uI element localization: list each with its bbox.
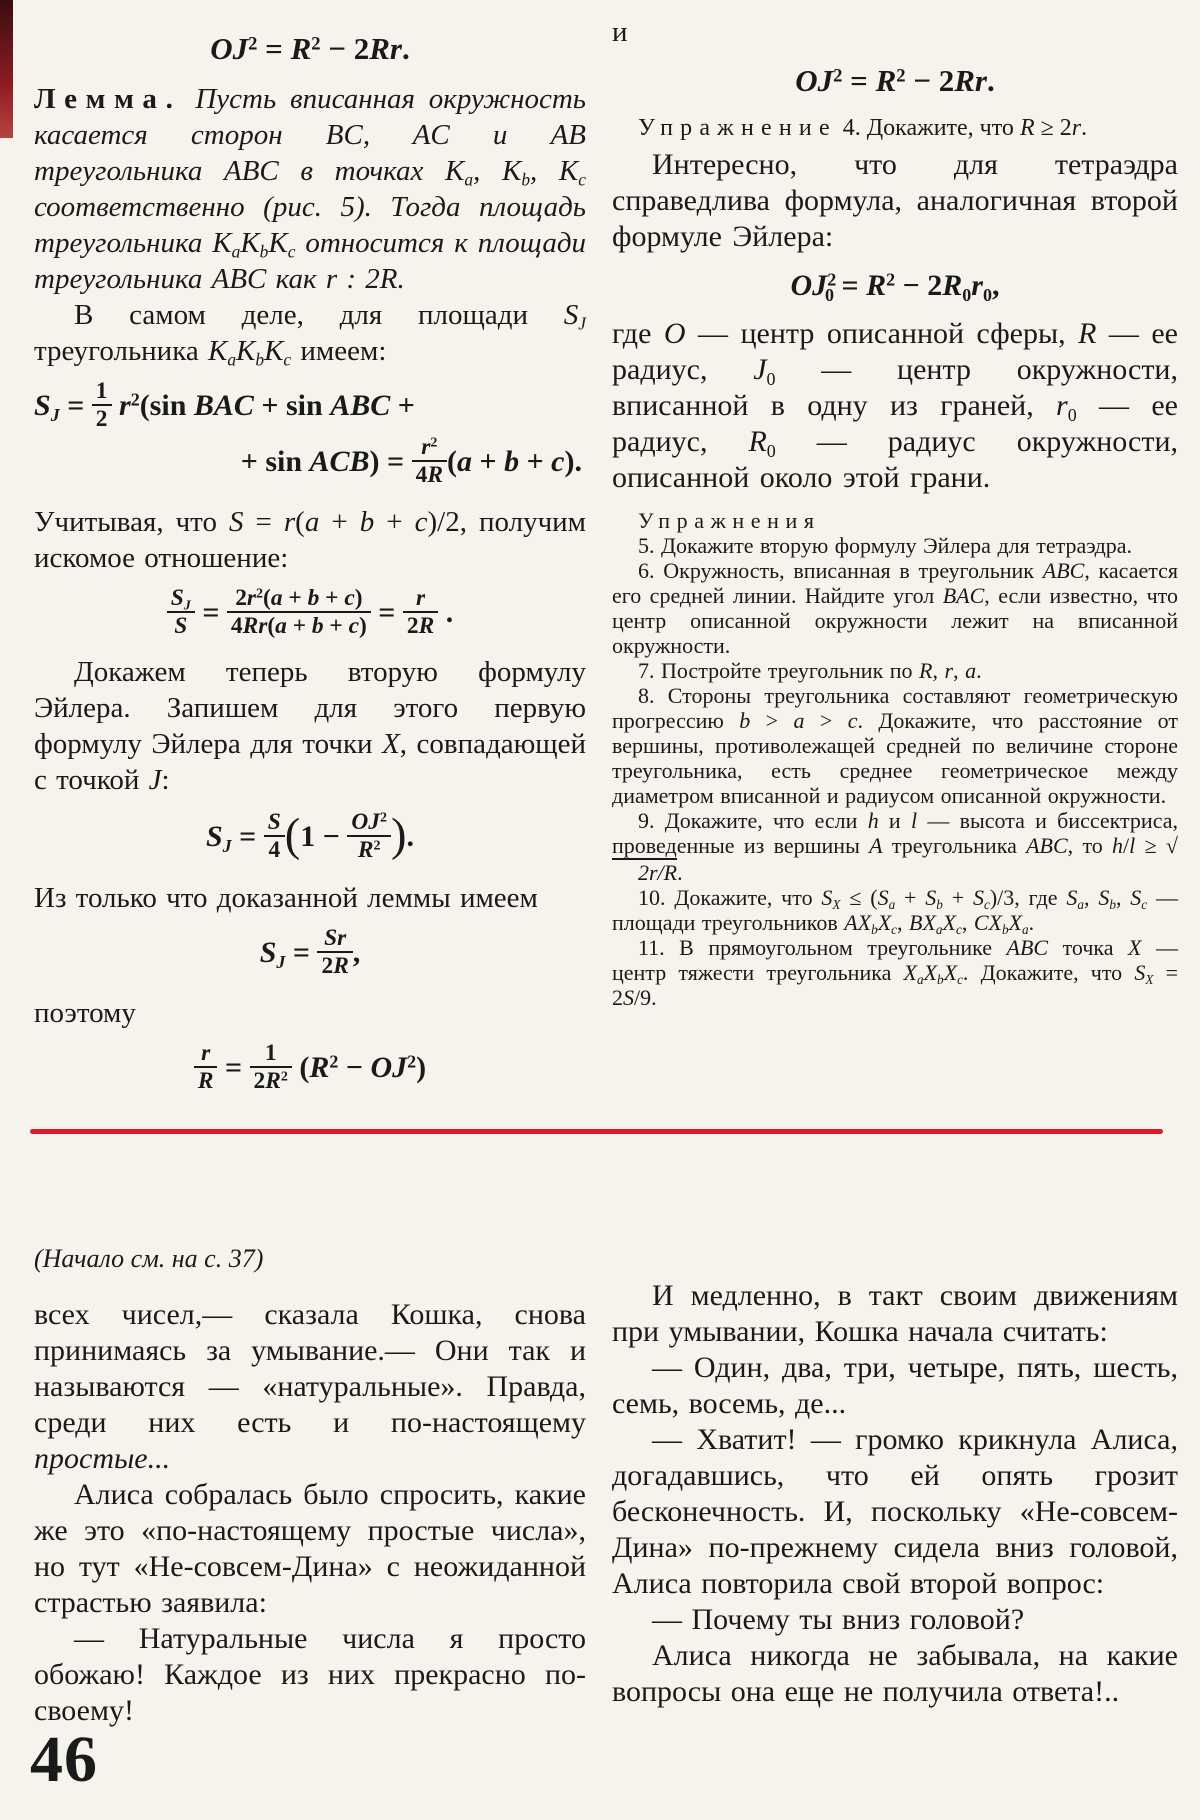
formula-rhs: (a + b + c).: [446, 445, 582, 479]
fraction: $\frac{1}{2}$: [92, 378, 112, 432]
conjunction-i: и: [612, 16, 628, 48]
fraction: $\frac{OJ^2}{R^2}$: [347, 809, 391, 863]
formula-euler-for-point-J: $S_J$ = $\frac{S}{4}$ (1 − $\frac{OJ^2}{R^2}$ ).: [205, 808, 415, 864]
close-paren: ): [391, 809, 407, 861]
lemma-paragraph: Лемма. Пусть вписанная окружность касается сторон BC, AC и AB треугольника ABC в точках $K_a$, $K_b$, $K_c$ соответственно (рис. 5). Тогда площадь треугольника $K_aK_bK_c$ относится к площади треугольника ABC как r : 2R.: [34, 82, 587, 295]
exercise-4: Упражнение 4. Докажите, что R ≥ 2r.: [638, 114, 1088, 141]
exercise-item-11: 11. В прямоугольном треугольнике ABC точка X — центр тяжести треугольника $X_aX_bX_c$. Докажите, что $S_X = 2S/9$.: [612, 935, 1178, 1011]
fraction: $\frac{r}{2R}$: [403, 585, 438, 639]
page-number: 46: [30, 1723, 98, 1796]
exercise-item-5: 5. Докажите вторую формулу Эйлера для тетраэдра.: [638, 533, 1133, 559]
fraction: $\frac{r}{R}$: [194, 1040, 218, 1094]
story-paragraph: — Почему ты вниз головой?: [652, 1603, 1025, 1636]
story-left-column: [34, 1297, 586, 1729]
exercise-item-8: 8. Стороны треугольника составляют геометрическую прогрессию b > a > c. Докажите, что расстояние от вершины, противолежащей средней по величине стороне треугольника, есть среднее геометрическое между диаметром вписанной и радиусом описанной окружности.: [612, 683, 1178, 809]
story-paragraph: — Натуральные числа я просто обожаю! Каждое из них прекрасно по-своему!: [34, 1622, 586, 1727]
paragraph-from-lemma: Из только что доказанной леммы имеем: [34, 882, 538, 915]
exercise-item-7: 7. Постройте треугольник по R, r, a.: [638, 658, 982, 684]
continuation-note: (Начало см. на с. 37): [34, 1244, 264, 1273]
paragraph-indeed: В самом деле, для площади $S_J$ треугольника $K_aK_bK_c$ имеем:: [34, 298, 586, 370]
story-paragraph: — Один, два, три, четыре, пять, шесть, семь, восемь, де...: [612, 1351, 1178, 1420]
article-left-column: [34, 18, 586, 1109]
paragraph-interesting: Интересно, что для тетраэдра справедлива формула, аналогичная второй формуле Эйлера:: [612, 147, 1178, 253]
formula-area-sum-line1: [34, 377, 586, 435]
story-paragraph: Алиса никогда не забывала, на какие вопросы она еще не получила ответа!..: [612, 1639, 1178, 1708]
exercises-header: Упражнения: [638, 508, 821, 534]
fraction: $\frac{r^2}{4R}$: [412, 434, 447, 488]
exercise-item-6: 6. Окружность, вписанная в треугольник ABC, касается его средней линии. Найдите угол BAC, если известно, что центр описанной окружности лежит на вписанной окружности.: [612, 558, 1179, 659]
open-paren: (: [284, 809, 301, 861]
story-paragraph: Алиса собралась было спросить, какие же это «по-настоящему простые числа», но тут «Не-совсем-Дина» с неожиданной страстью заявила:: [34, 1478, 586, 1619]
paragraph-therefore: поэтому: [34, 996, 136, 1029]
formula-tetrahedron-euler: $OJ^2_0 = R^2 - 2R_0r_0$,: [790, 268, 1000, 305]
formula-sj-result: $S_J$ = $\frac{Sr}{2R}$ ,: [259, 925, 361, 980]
story-right-column: [612, 1278, 1178, 1710]
story-paragraph: всех чисел,— сказала Кошка, снова принимаясь за умывание.— Они так и называются — «натуральные». Правда, среди них есть и по-настоящему простые...: [34, 1298, 586, 1475]
formula-ratio: $\frac{S_J}{S}$ = $\frac{2r^2(a + b + c)}{4Rr(a + b + c)}$ = $\frac{r}{2R}$ .: [34, 588, 586, 642]
formula-euler-first: $OJ^2 = R^2 - 2Rr$.: [210, 31, 410, 66]
exercise-item-10: 10. Докажите, что $S_X \le (S_a + S_b + S_c)/3$, где $S_a$, $S_b$, $S_c$ — площади треугольников $AX_bX_c$, $BX_aX_c$, $CX_bX_a$.: [612, 885, 1179, 938]
formula-r-over-R: $\frac{r}{R}$ = $\frac{1}{2R^2}$ $(R^2 - OJ^2)$: [34, 1043, 586, 1097]
exercise-item-9: 9. Докажите, что если h и l — высота и биссектриса, проведенные из вершины A треугольника ABC, то h/l ≥ √2r/R.: [612, 808, 1178, 886]
article-right-column: [612, 14, 1178, 1010]
fraction: $\frac{2r^2(a + b + c)}{4Rr(a + b + c)}$: [227, 585, 371, 639]
formula-rhs: $r^2(\sin$ BAC + sin ABC +: [119, 388, 415, 422]
paragraph-prove: Докажем теперь вторую формулу Эйлера. Запишем для этого первую формулу Эйлера для точки X, совпадающей с точкой J:: [34, 655, 586, 796]
paragraph-consider: Учитывая, что S = r(a + b + c)/2, получим искомое отношение:: [34, 505, 587, 574]
story-paragraph: И медленно, в такт своим движениям при умывании, Кошка начала считать:: [612, 1279, 1178, 1348]
story-paragraph: — Хватит! — громко крикнула Алиса, догадавшись, что ей опять грозит бесконечность. И, поскольку «Не-совсем-Дина» по-прежнему сидела вниз головой, Алиса повторила свой второй вопрос:: [612, 1423, 1178, 1600]
formula-area-sum-line2: [34, 434, 586, 491]
formula-euler-first-repeat: $OJ^2 = R^2 - 2Rr$.: [795, 63, 995, 98]
fraction: $\frac{1}{2R^2}$: [250, 1040, 292, 1094]
formula-lhs: $S_J$ =: [34, 388, 92, 425]
fraction: $\frac{S}{4}$: [264, 809, 285, 863]
fraction: $\frac{S_J}{S}$: [167, 585, 195, 639]
formula-lhs: + sin ACB) =: [240, 445, 412, 479]
paragraph-where: где O — центр описанной сферы, R — ее радиус, $J_0$ — центр окружности, вписанной в одну из граней, $r_0$ — ее радиус, $R_0$ — радиус окружности, описанной около этой грани.: [612, 317, 1179, 495]
scan-edge-artifact: [0, 0, 13, 138]
fraction: $\frac{Sr}{2R}$: [317, 925, 352, 979]
section-divider-rule: [30, 1129, 1163, 1134]
